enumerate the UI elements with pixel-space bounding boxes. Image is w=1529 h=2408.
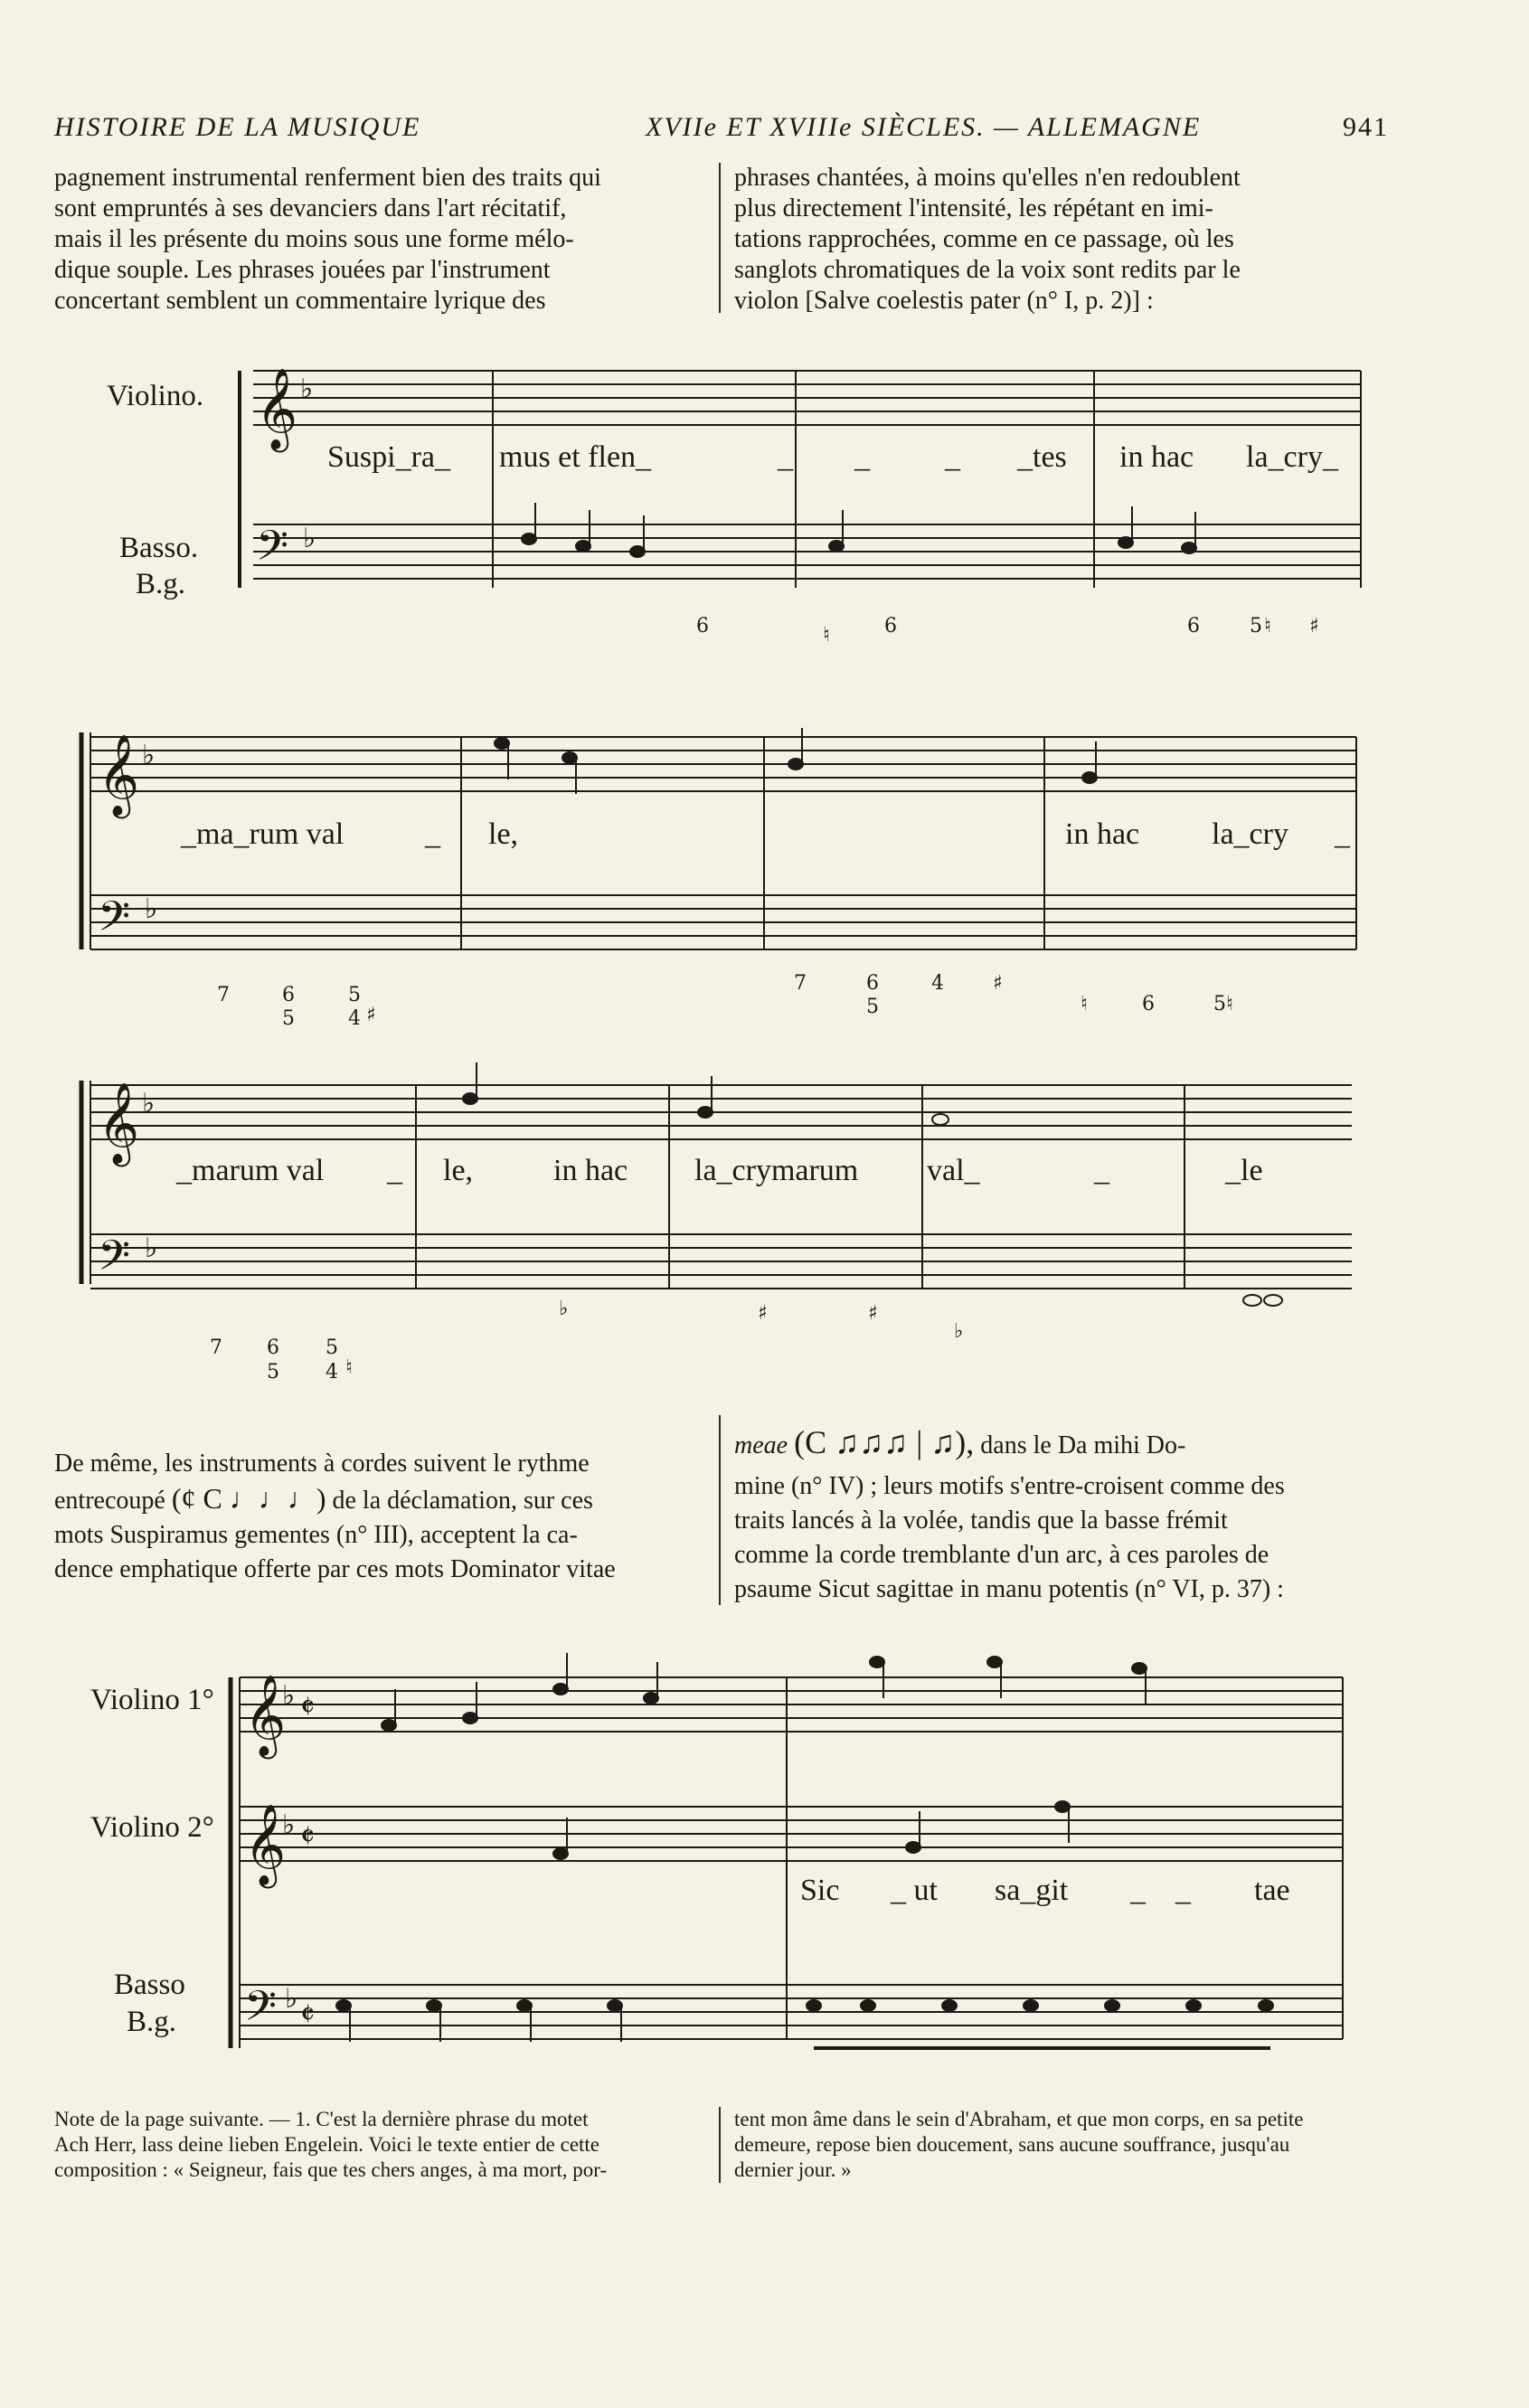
- footnote-right: [734, 2107, 1383, 2183]
- label-violino-2: Violino 2°: [90, 1811, 214, 1844]
- svg-text:♭: ♭: [300, 373, 314, 405]
- lyric: Suspi_ra_: [327, 440, 450, 474]
- svg-text:♭: ♭: [282, 1680, 296, 1712]
- violin2-staff: [240, 1807, 1343, 1861]
- column-rule: [719, 2107, 721, 2183]
- text-line: dence emphatique offerte par ces mots Dominator vitae: [54, 1555, 616, 1583]
- page-number: 941: [1343, 112, 1389, 142]
- text-line: concertant semblent un commentaire lyrique des: [54, 287, 546, 315]
- text-line: De même, les instruments à cordes suivent le rythme: [54, 1450, 590, 1478]
- lyric: _: [1175, 1874, 1191, 1907]
- text-line: comme la corde tremblante d'un arc, à ces paroles de: [734, 1541, 1269, 1569]
- figure: ♯: [868, 1302, 878, 1325]
- svg-text:𝄵: 𝄵: [300, 1997, 316, 2034]
- running-head-left: HISTOIRE DE LA MUSIQUE: [54, 112, 421, 142]
- svg-text:♭: ♭: [285, 1983, 298, 2015]
- figure: 6: [282, 984, 295, 1006]
- lyric: _ma_rum val: [181, 817, 344, 851]
- lyric: le,: [443, 1154, 474, 1187]
- rhythm-symbol: (C ♫♫♫ | ♫),: [794, 1424, 975, 1460]
- svg-text:𝄞: 𝄞: [98, 1082, 140, 1164]
- figure: 4: [326, 1361, 338, 1383]
- svg-text:♭: ♭: [142, 740, 156, 771]
- svg-text:𝄢: 𝄢: [256, 522, 289, 581]
- svg-text:♭: ♭: [145, 893, 158, 925]
- figure: 6: [696, 615, 709, 637]
- lyric: val_: [927, 1154, 980, 1187]
- figure: ♯: [758, 1302, 768, 1325]
- text-line: sont empruntés à ses devanciers dans l'art récitatif,: [54, 194, 567, 222]
- lyric: la_cry: [1212, 817, 1288, 851]
- lyric: _: [1094, 1154, 1109, 1187]
- svg-text:𝄢: 𝄢: [244, 1982, 278, 2041]
- lyric: _marum val: [176, 1154, 325, 1187]
- text-line: plus directement l'intensité, les répétant en imi-: [734, 194, 1213, 222]
- svg-text:𝄞: 𝄞: [256, 368, 298, 449]
- figure: ♮: [823, 624, 830, 647]
- figure: 6: [1187, 615, 1200, 637]
- running-head-right: XVIIe ET XVIIIe SIÈCLES. — ALLEMAGNE: [646, 112, 1202, 142]
- text-span: entrecoupé: [54, 1487, 165, 1515]
- text-line: psaume Sicut sagittae in manu potentis (n° VI, p. 37) :: [734, 1575, 1284, 1603]
- text-line: mais il les présente du moins sous une forme mélo-: [54, 225, 574, 253]
- svg-text:♭: ♭: [303, 523, 316, 554]
- lyric: in hac: [1065, 817, 1140, 851]
- lyric: _tes: [1017, 440, 1067, 474]
- lyric: _: [1335, 817, 1350, 851]
- figure: 6: [866, 972, 879, 995]
- lyric: _: [1130, 1874, 1146, 1907]
- text-span: meae: [734, 1431, 788, 1459]
- svg-text:𝄞: 𝄞: [244, 1675, 287, 1756]
- figure: 7: [794, 972, 807, 995]
- figure: ♮: [345, 1356, 353, 1379]
- figure: 6: [267, 1336, 279, 1359]
- lyric: _: [387, 1154, 402, 1187]
- figure: ♮: [1264, 615, 1271, 637]
- footnote-line: tent mon âme dans le sein d'Abraham, et que mon corps, en sa petite: [734, 2108, 1304, 2130]
- lyric: sa_git: [995, 1874, 1069, 1907]
- figure: 5: [1250, 615, 1262, 637]
- lyric: _: [778, 440, 793, 474]
- svg-text:♭: ♭: [282, 1809, 296, 1841]
- figure: 5: [348, 984, 361, 1006]
- label-basso: Basso.: [119, 532, 199, 564]
- lyric: Sic: [800, 1874, 840, 1907]
- label-basso: Basso: [114, 1969, 185, 2001]
- lyric: _: [945, 440, 960, 474]
- label-violino-1: Violino 1°: [90, 1684, 214, 1716]
- lyric: la_cry_: [1246, 440, 1338, 474]
- rhythm-symbol: (¢ C ♩♩♩): [171, 1482, 326, 1515]
- text-line: mots Suspiramus gementes (n° III), acceptent la ca-: [54, 1521, 578, 1549]
- lyric: _: [854, 440, 870, 474]
- figure: 5: [326, 1336, 338, 1359]
- figure: 7: [217, 984, 230, 1006]
- bass-staff: [240, 1985, 1343, 2039]
- figure: 5♮: [1213, 993, 1233, 1015]
- figure: ♯: [1309, 615, 1319, 637]
- figure: ♭: [559, 1298, 569, 1320]
- svg-text:𝄞: 𝄞: [244, 1804, 287, 1885]
- figure: 5: [866, 996, 879, 1018]
- text-line: mine (n° IV) ; leurs motifs s'entre-croisent comme des: [734, 1472, 1285, 1500]
- label-bg: B.g.: [136, 568, 186, 600]
- footnote-line: Ach Herr, lass deine lieben Engelein. Voici le texte entier de cette: [54, 2133, 600, 2156]
- footnote-line: dernier jour. »: [734, 2158, 852, 2181]
- text-line: phrases chantées, à moins qu'elles n'en redoublent: [734, 164, 1241, 192]
- figure: 5: [282, 1007, 295, 1030]
- figure: 4: [931, 972, 944, 995]
- lyric: le,: [488, 817, 519, 851]
- svg-text:𝄵: 𝄵: [300, 1818, 316, 1856]
- text-line: tations rapprochées, comme en ce passage, où les: [734, 225, 1234, 253]
- lyric: in hac: [1119, 440, 1194, 474]
- label-bg: B.g.: [127, 2006, 177, 2038]
- text-line: pagnement instrumental renferment bien des traits qui: [54, 164, 601, 192]
- footnote-line: composition : « Seigneur, fais que tes chers anges, à ma mort, por-: [54, 2158, 608, 2181]
- text-span: dans le Da mihi Do-: [980, 1431, 1186, 1459]
- lyric: _ ut: [891, 1874, 938, 1907]
- svg-text:𝄢: 𝄢: [98, 892, 131, 951]
- footnote-line: Note de la page suivante. — 1. C'est la dernière phrase du motet: [54, 2108, 589, 2130]
- svg-text:𝄞: 𝄞: [98, 734, 140, 816]
- figure: 7: [210, 1336, 222, 1359]
- text-line: violon [Salve coelestis pater (n° I, p. 2)] :: [734, 287, 1154, 315]
- figure: 6: [884, 615, 897, 637]
- lyric: _le: [1225, 1154, 1263, 1187]
- violin1-staff: [240, 1677, 1343, 1732]
- lyric: _: [425, 817, 440, 851]
- figure: ♯: [993, 972, 1003, 995]
- figure: 5: [267, 1361, 279, 1383]
- lyric: tae: [1254, 1874, 1290, 1907]
- figure: ♯: [366, 1004, 376, 1026]
- lyric: la_crymarum: [694, 1154, 859, 1187]
- footnote-line: demeure, repose bien doucement, sans aucune souffrance, jusqu'au: [734, 2133, 1290, 2156]
- svg-text:𝄢: 𝄢: [98, 1232, 131, 1290]
- figure: 4: [348, 1007, 361, 1030]
- text-line: dique souple. Les phrases jouées par l'instrument: [54, 256, 551, 284]
- text-span: de la déclamation, sur ces: [332, 1487, 593, 1515]
- lyric: mus et flen_: [499, 440, 652, 474]
- lyric: in hac: [553, 1154, 628, 1187]
- svg-text:♭: ♭: [145, 1232, 158, 1264]
- footnote-left: [54, 2107, 698, 2183]
- figure: ♭: [954, 1320, 964, 1343]
- svg-text:♭: ♭: [142, 1088, 156, 1119]
- figure: 6: [1142, 993, 1155, 1015]
- svg-text:𝄵: 𝄵: [300, 1689, 316, 1726]
- text-line: sanglots chromatiques de la voix sont redits par le: [734, 256, 1241, 284]
- text-line: traits lancés à la volée, tandis que la basse frémit: [734, 1506, 1228, 1535]
- figure: ♮: [1081, 993, 1088, 1015]
- label-violino: Violino.: [107, 380, 204, 412]
